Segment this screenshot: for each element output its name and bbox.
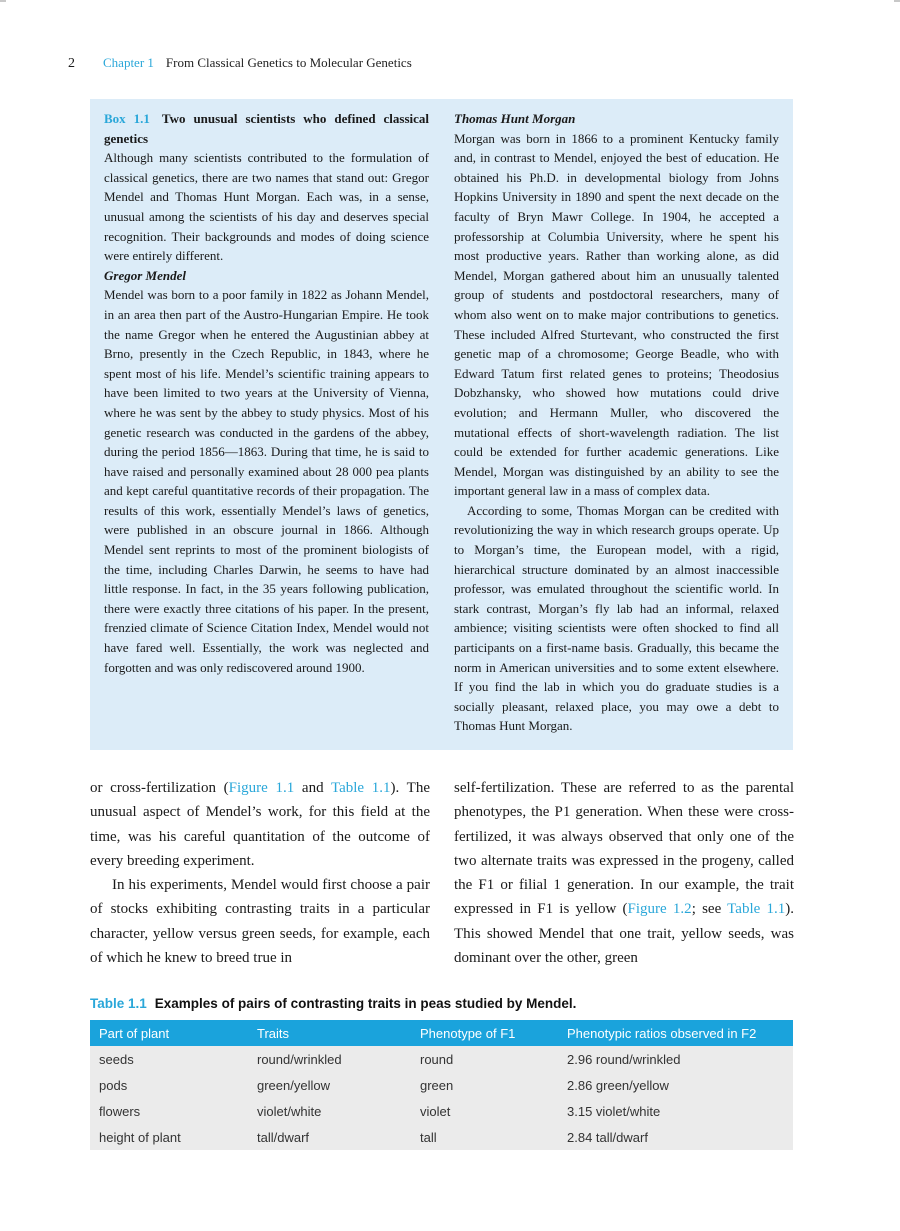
body-text: ). This showed Mendel that one trait, yellow seeds, was dominant over the other, green <box>454 901 794 967</box>
table-row <box>90 1072 793 1098</box>
column-header: Traits <box>248 1020 411 1046</box>
column-header: Part of plant <box>90 1020 248 1046</box>
table-cell: round <box>411 1046 558 1072</box>
morgan-text-2: According to some, Thomas Morgan can be credited with revolutionizing the way in which research groups operate. Up to Morgan’s time, the European model, with a rigid, hierarchical structure dominated by an almost inaccessible professor, was emulated throughout the scientific world. In stark contrast, Morgan’s fly lab had an informal, relaxed ambience; visiting scientists were often shocked to find all participants on a first-name basis. Gradually, this became the norm in American universities and to some extent elsewhere. If you find the lab in which you do graduate studies is a socially pleasant, relaxed place, you may owe a debt to Thomas Hunt Morgan. <box>454 502 779 734</box>
chapter-label: Chapter 1 <box>103 55 154 70</box>
body-text: self-fertilization. These are referred to as the parental phenotypes, the P1 generation. When these were cross-fertilized, it was always observed that only one of the two alternate traits was expressed in the progeny, called the F1 or filial 1 generation. In our example, the trait expressed in F1 is yellow ( <box>454 780 794 918</box>
table-cell: green <box>411 1072 558 1098</box>
page-number: 2 <box>68 56 75 71</box>
table-caption-text: Examples of pairs of contrasting traits in peas studied by Mendel. <box>154 996 577 1011</box>
body-text: ; see <box>691 901 728 918</box>
figure-1-2-link[interactable]: Figure 1.2 <box>627 901 692 918</box>
table-cell: 2.86 green/yellow <box>558 1072 793 1098</box>
table-cell: pods <box>90 1072 248 1098</box>
table-cell: 3.15 violet/white <box>558 1098 793 1124</box>
body-text: and <box>294 780 331 796</box>
table-cell: height of plant <box>90 1124 248 1150</box>
mendel-heading: Gregor Mendel <box>104 267 186 283</box>
mendel-text: Mendel was born to a poor family in 1822 as Johann Mendel, in an area then part of the Austro-Hungarian Empire. He took the name Gregor when he entered the Augustinian abbey at Brno, presently in the Czech Republic, in 1843, where he spent most of his life. Mendel’s scientific training appears to have been limited to two years at the University of Vienna, where he was sent by the abbey to study physics. Most of his genetic research was conducted in the gardens of the abbey, during the period 1856—1863. During that time, he is said to have raised and personally examined about 28 000 pea plants and kept careful quantitative records of their propagation. The results of this work, essentially Mendel’s laws of genetics, were published in an obscure journal in 1866. Although Mendel sent reprints to most of the prominent biologists of the time, including Charles Darwin, he seems to have had little response. In fact, in the 35 years following publication, there were exactly three citations of his paper. In the present, frenzied climate of Science Citation Index, Mendel would not have fared well. Essentially, the work was neglected and forgotten and was only rediscovered around 1900. <box>104 287 429 675</box>
box-left-column <box>104 109 429 677</box>
box-right-column <box>454 109 779 736</box>
table-cell: seeds <box>90 1046 248 1072</box>
table-row <box>90 1098 793 1124</box>
body-right-column <box>454 776 794 970</box>
column-header: Phenotype of F1 <box>411 1020 558 1046</box>
body-left-column <box>90 776 430 970</box>
body-text: or cross-fertilization ( <box>90 780 229 796</box>
crop-mark-top-right <box>894 0 900 2</box>
box-title: Two unusual scientists who defined classical genetics <box>104 111 430 146</box>
table-caption <box>90 995 793 1013</box>
table-cell: round/wrinkled <box>248 1046 411 1072</box>
morgan-text-1: Morgan was born in 1866 to a prominent Kentucky family and, in contrast to Mendel, enjoyed the best of education. He obtained his Ph.D. in developmental biology from Johns Hopkins University in 1890 and spent the next decade on the faculty of Bryn Mawr College. In 1904, he accepted a professorship at Columbia University, where he spent his most productive years. Rather than working alone, as did Mendel, Morgan gathered about him an unusually talented group of students and postdoctoral researchers, many of whom also went on to make major contributions to genetics. These included Alfred Sturtevant, who constructed the first genetic map of a chromosome; George Beadle, who with Edward Tatum first related genes to proteins; Theodosius Dobzhansky, who showed how mutations could drive evolution; and Hermann Muller, who discovered the mutational effects of short-wavelength radiation. The list could be extended for further academic generations. Like Mendel, Morgan was distinguished by an ability to see the important general law in a mass of complex data. <box>454 130 779 499</box>
chapter-title: From Classical Genetics to Molecular Genetics <box>165 55 412 70</box>
table-header-row <box>90 1020 793 1046</box>
table-cell: green/yellow <box>248 1072 411 1098</box>
crop-mark-top-left <box>0 0 6 2</box>
running-header <box>68 55 412 72</box>
table-cell: violet/white <box>248 1098 411 1124</box>
column-header: Phenotypic ratios observed in F2 <box>558 1020 793 1046</box>
traits-table <box>90 1020 793 1150</box>
box-1-1 <box>90 99 793 750</box>
table-cell: flowers <box>90 1098 248 1124</box>
morgan-heading: Thomas Hunt Morgan <box>454 111 576 126</box>
table-label: Table 1.1 <box>90 996 147 1011</box>
body-text: ). The unusual aspect of Mendel’s work, for this field at the time, was his careful quantitation of the outcome of every breeding experiment. <box>90 780 430 869</box>
table-cell: tall <box>411 1124 558 1150</box>
table-cell: 2.84 tall/dwarf <box>558 1124 793 1150</box>
table-cell: violet <box>411 1098 558 1124</box>
box-heading <box>104 109 429 148</box>
table-1-1-link[interactable]: Table 1.1 <box>727 901 786 918</box>
body-paragraph-2: In his experiments, Mendel would first choose a pair of stocks exhibiting contrasting traits in a particular character, yellow versus green seeds, for example, each of which he knew to breed true in <box>90 877 430 967</box>
table-cell: tall/dwarf <box>248 1124 411 1150</box>
box-label: Box 1.1 <box>104 111 150 126</box>
table-cell: 2.96 round/wrinkled <box>558 1046 793 1072</box>
body-paragraph-3 <box>454 776 794 970</box>
figure-1-1-link[interactable]: Figure 1.1 <box>228 780 295 796</box>
body-paragraph-1 <box>90 776 430 873</box>
table-1-1-link[interactable]: Table 1.1 <box>330 780 391 796</box>
table-row <box>90 1046 793 1072</box>
table-row <box>90 1124 793 1150</box>
box-intro: Although many scientists contributed to the formulation of classical genetics, there are two names that stand out: Gregor Mendel and Thomas Hunt Morgan. Each was, in a sense, unusual among the scientists of his day and deserves special recognition. Their backgrounds and modes of doing science were entirely different. <box>104 150 429 264</box>
